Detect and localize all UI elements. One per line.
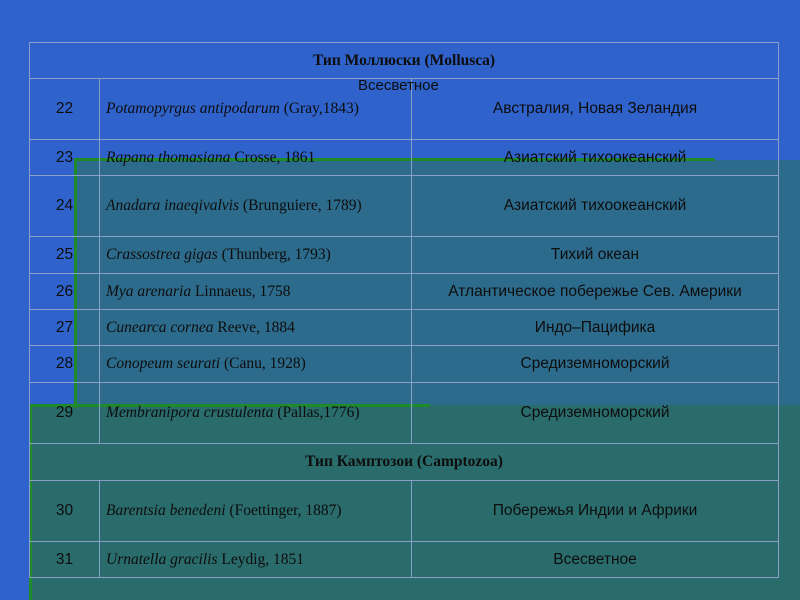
section-title-mollusca: Тип Моллюски (Mollusca) <box>30 43 779 79</box>
species-author: Reeve, 1884 <box>213 318 295 336</box>
table-row <box>30 176 779 237</box>
species-author: (Foettinger, 1887) <box>225 502 342 519</box>
region-cell: Тихий океан <box>412 237 779 274</box>
species-name: Cunearca cornea <box>106 318 214 336</box>
region-cell: Всесветное <box>412 542 779 578</box>
region-cell: Атлантическое побережье Сев. Америки <box>412 274 779 310</box>
species-name: Potamopyrgus antipodarum <box>106 100 280 117</box>
table-row <box>30 346 779 383</box>
table-row <box>30 274 779 310</box>
table-row <box>30 237 779 274</box>
species-name: Mya arenaria <box>106 282 192 300</box>
row-number: 29 <box>30 383 100 444</box>
species-cell <box>100 383 412 444</box>
species-cell <box>100 274 412 310</box>
section-header-row <box>30 43 779 79</box>
region-cell: Средиземноморский <box>412 346 779 383</box>
species-cell <box>100 481 412 542</box>
row-number: 28 <box>30 346 100 383</box>
row-number: 27 <box>30 310 100 346</box>
species-cell <box>100 346 412 383</box>
row-number: 23 <box>30 140 100 176</box>
table-row <box>30 310 779 346</box>
species-author: (Brunguiere, 1789) <box>239 197 362 214</box>
species-author: Linnaeus, 1758 <box>191 282 291 300</box>
species-author: (Gray,1843) <box>279 100 359 117</box>
table-row <box>30 140 779 176</box>
species-cell <box>100 176 412 237</box>
region-cell: Азиатский тихоокеанский <box>412 140 779 176</box>
species-cell <box>100 237 412 274</box>
species-name: Crassostrea gigas <box>106 246 218 263</box>
species-author: (Canu, 1928) <box>220 355 306 372</box>
region-cell: Австралия, Новая Зеландия <box>412 79 779 140</box>
species-name: Urnatella gracilis <box>106 550 218 568</box>
species-name: Anadara inaeqivalvis <box>106 197 240 214</box>
table-row <box>30 542 779 578</box>
overlap-text: Всесветное <box>358 77 439 94</box>
species-cell <box>100 140 412 176</box>
row-number: 31 <box>30 542 100 578</box>
row-number: 25 <box>30 237 100 274</box>
species-cell <box>100 310 412 346</box>
species-author: (Thunberg, 1793) <box>217 246 331 263</box>
table-row <box>30 383 779 444</box>
species-name: Conopeum seurati <box>106 355 221 372</box>
row-number: 24 <box>30 176 100 237</box>
section-title-camptozoa: Тип Камптозои (Camptozoa) <box>30 444 779 481</box>
species-name: Membranipora crustulenta <box>106 404 274 421</box>
species-table <box>29 42 779 578</box>
row-number: 30 <box>30 481 100 542</box>
region-cell: Побережья Индии и Африки <box>412 481 779 542</box>
species-name: Rapana thomasiana <box>106 148 231 166</box>
species-author: Leydig, 1851 <box>217 550 305 568</box>
species-author: Crosse, 1861 <box>230 148 316 166</box>
region-cell: Азиатский тихоокеанский <box>412 176 779 237</box>
section-header-row <box>30 444 779 481</box>
species-cell <box>100 542 412 578</box>
row-number: 22 <box>30 79 100 140</box>
species-author: (Pallas,1776) <box>273 404 360 421</box>
table-row <box>30 481 779 542</box>
region-cell: Средиземноморский <box>412 383 779 444</box>
row-number: 26 <box>30 274 100 310</box>
region-cell: Индо–Пацифика <box>412 310 779 346</box>
species-name: Barentsia benedeni <box>106 502 226 519</box>
